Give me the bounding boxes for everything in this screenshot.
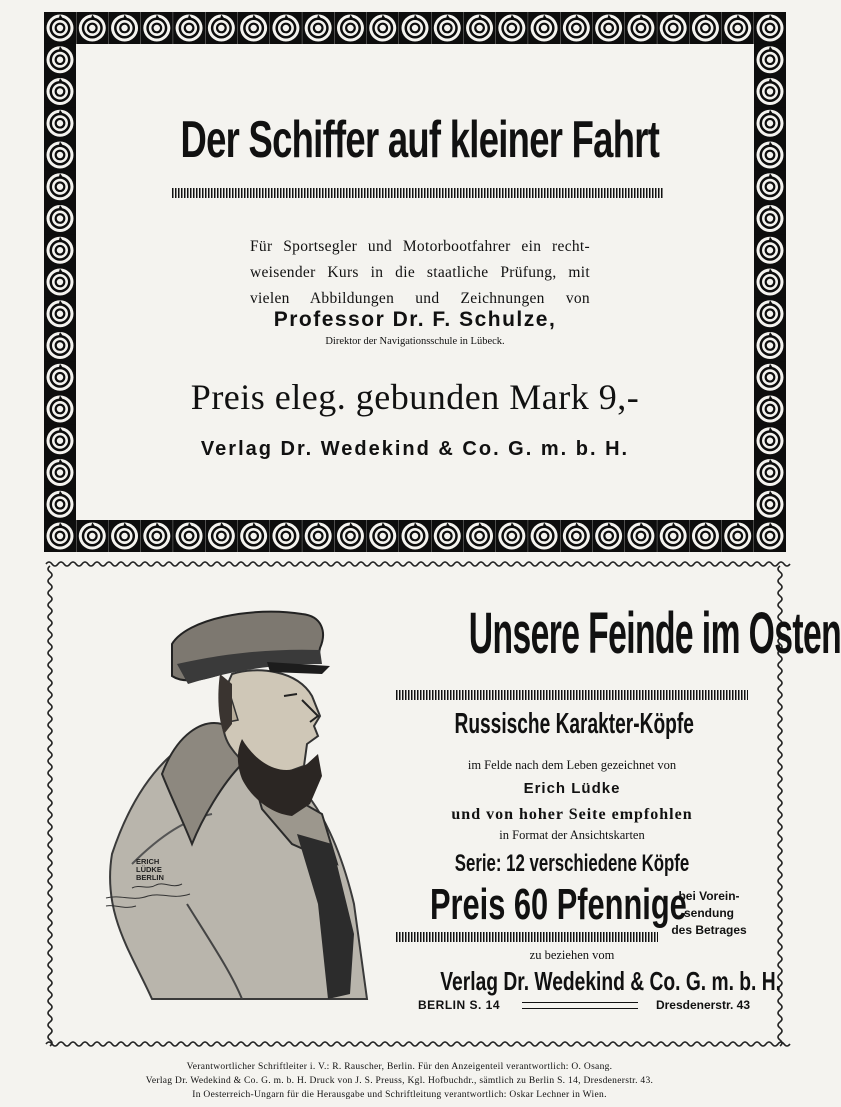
publisher-name: Verlag Dr. Wedekind & Co. G. m. b. H. — [200, 438, 630, 460]
text-line: zu beziehen vom — [529, 948, 615, 962]
series-text: Serie: 12 verschiedene Köpfe — [454, 850, 690, 877]
advert-feinde — [44, 558, 841, 1048]
address-city: BERLIN S. 14 — [418, 998, 501, 1012]
description-line: vielen Abbildungen und Zeichnungen von — [250, 290, 590, 307]
artist-name: Erich Lüdke — [523, 780, 621, 797]
description-line: weisender Kurs in die staatliche Prüfung, mit — [250, 264, 590, 281]
advert-schiffer — [44, 12, 786, 552]
price-note-line: bei Vorein- — [678, 889, 740, 903]
price-text: Preis 60 Pfennige — [430, 880, 687, 929]
author-role: Direktor der Navigationsschule in Lübeck. — [325, 336, 505, 347]
price-text: Preis eleg. gebunden Mark 9,- — [190, 377, 640, 417]
hatched-rule — [396, 690, 748, 700]
price-note-line: des Betrages — [671, 923, 747, 937]
double-rule — [522, 1002, 638, 1009]
soldier-portrait-illustration — [92, 604, 382, 1004]
text-line: in Format der Ansichtskarten — [499, 828, 645, 842]
signature-line: LÜDKE — [136, 865, 162, 874]
footer-line: Verantwortlicher Schriftleiter i. V.: R. Rauscher, Berlin. Für den Anzeigenteil verantwortlich: O. Osang. — [186, 1062, 613, 1072]
hatched-rule — [396, 932, 658, 942]
publisher-name: Verlag Dr. Wedekind & Co. G. m. b. H. — [440, 966, 781, 996]
signature-line: BERLIN — [136, 873, 164, 882]
advert-title: Unsere Feinde im Osten — [468, 601, 841, 666]
advert-content — [80, 48, 750, 516]
hatched-rule — [172, 188, 664, 198]
address-street: Dresdenerstr. 43 — [655, 998, 750, 1012]
description-line: Für Sportsegler und Motorbootfahrer ein recht- — [250, 238, 590, 255]
advert-description — [250, 234, 590, 312]
text-line: im Felde nach dem Leben gezeichnet von — [467, 758, 677, 772]
advert-title: Der Schiffer auf kleiner Fahrt — [180, 111, 660, 169]
signature-line: ERICH — [136, 857, 160, 866]
author-name: Professor Dr. F. Schulze, — [273, 308, 557, 331]
text-line: und von hoher Seite empfohlen — [451, 806, 693, 823]
price-note-line: sendung — [684, 906, 734, 920]
advert-subtitle: Russische Karakter-Köpfe — [454, 708, 694, 740]
price-note — [668, 888, 750, 939]
footer-line: Verlag Dr. Wedekind & Co. G. m. b. H. Druck von J. S. Preuss, Kgl. Hofbuchdr., sämtlich zu Berlin S. 14, Dresdenerstr. 43. — [145, 1076, 654, 1086]
footer-line: In Oesterreich-Ungarn für die Herausgabe und Schriftleitung verantwortlich: Oskar Lechner in Wien. — [192, 1090, 607, 1100]
